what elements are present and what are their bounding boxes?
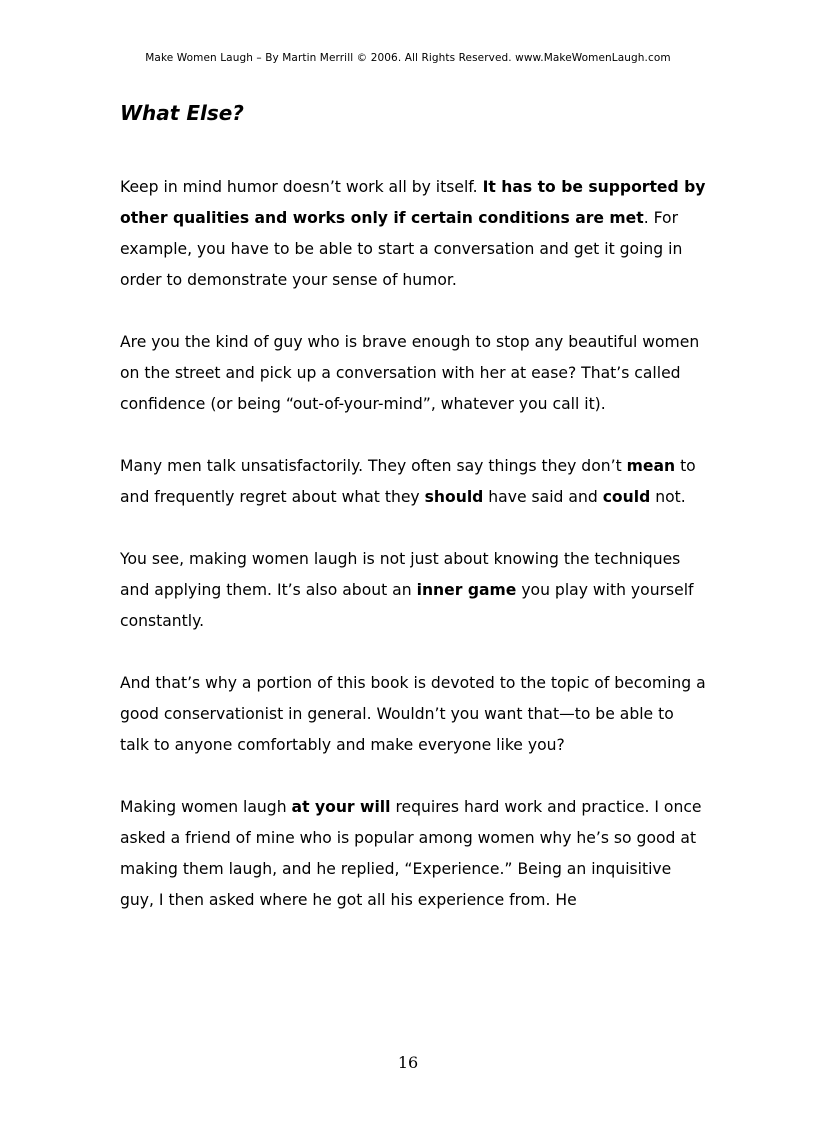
paragraph-6 bbox=[120, 792, 706, 916]
paragraph-3 bbox=[120, 451, 706, 513]
bold-run: It has to be supported by other qualities and works only if certain conditions are met bbox=[120, 178, 706, 227]
text-run: requires hard work and practice. I once asked a friend of mine who is popular among women why he’s so good at making them laugh, and he replied, “Experience.” Being an inquisitive guy, I then asked where he got all his experience from. He bbox=[120, 798, 702, 909]
text-run: Many men talk unsatisfactorily. They often say things they don’t bbox=[120, 457, 627, 475]
text-run: have said and bbox=[483, 488, 603, 506]
bold-run: should bbox=[424, 488, 484, 506]
body-text bbox=[120, 172, 706, 947]
text-run: you play with yourself constantly. bbox=[120, 581, 694, 630]
bold-run: inner game bbox=[416, 581, 517, 599]
text-run: . For example, you have to be able to start a conversation and get it going in order to demonstrate your sense of humor. bbox=[120, 209, 683, 289]
text-run: Making women laugh bbox=[120, 798, 292, 816]
text-run: to and frequently regret about what they bbox=[120, 457, 696, 506]
paragraph-1 bbox=[120, 172, 706, 296]
page-number: 16 bbox=[397, 1053, 419, 1072]
paragraph-4 bbox=[120, 544, 706, 637]
paragraph-2: Are you the kind of guy who is brave enough to stop any beautiful women on the street and pick up a conversation with her at ease? That’s called confidence (or being “out-of-your-mind”, whatever you call it). bbox=[120, 333, 700, 413]
text-run: not. bbox=[650, 488, 686, 506]
page-header: Make Women Laugh – By Martin Merrill © 2006. All Rights Reserved. www.MakeWomenLaugh.com bbox=[145, 52, 671, 64]
text-run: You see, making women laugh is not just about knowing the techniques and applying them. It’s also about an bbox=[120, 550, 681, 599]
bold-run: could bbox=[602, 488, 651, 506]
bold-run: at your will bbox=[291, 798, 391, 816]
bold-run: mean bbox=[626, 457, 676, 475]
paragraph-5: And that’s why a portion of this book is devoted to the topic of becoming a good conservationist in general. Wouldn’t you want that—to be able to talk to anyone comfortably and make everyone like you? bbox=[120, 674, 706, 754]
section-title: What Else? bbox=[120, 101, 244, 125]
text-run: Keep in mind humor doesn’t work all by itself. bbox=[120, 178, 483, 196]
